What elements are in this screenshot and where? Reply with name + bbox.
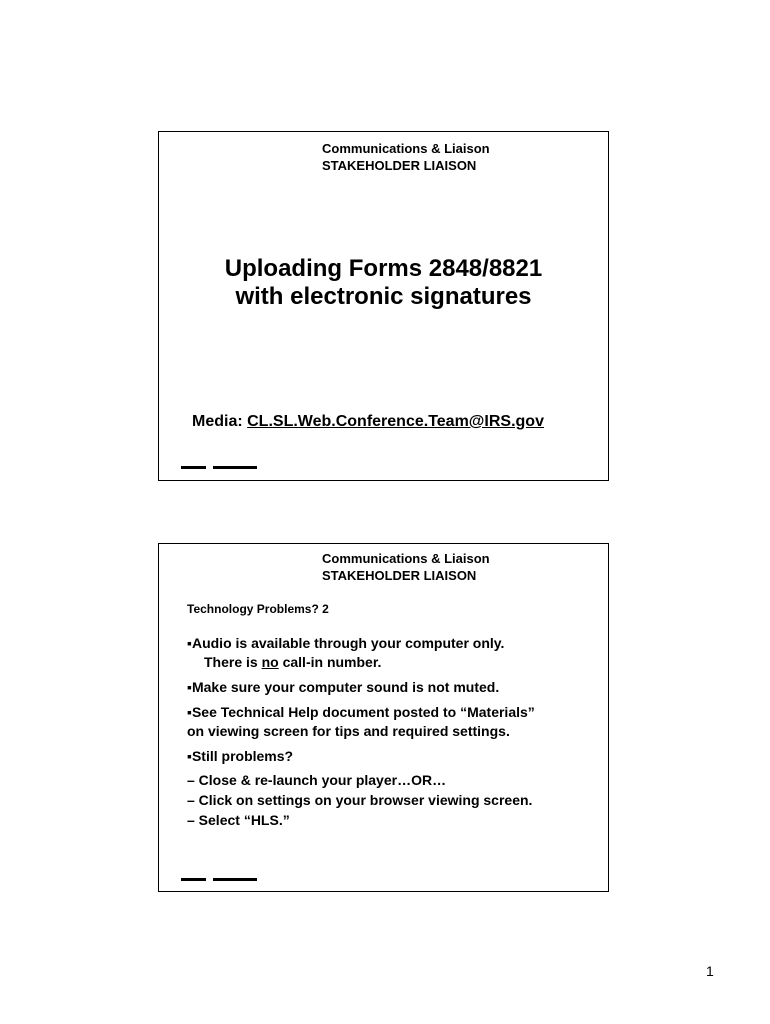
slide-2-bullets: [187, 634, 607, 830]
media-contact: [192, 412, 544, 432]
slide-1-title: [159, 255, 608, 311]
dash-item-relaunch: – Close & re-launch your player…OR…: [187, 772, 447, 788]
logo-bars: [181, 466, 257, 469]
text-segment: call-in number.: [278, 654, 382, 670]
logo-bar-short: [181, 466, 206, 469]
bullet-sound: ▪Make sure your computer sound is not muted.: [187, 679, 500, 695]
bullet-audio: [187, 634, 607, 672]
bullet-still-problems: ▪Still problems?: [187, 748, 294, 764]
dash-item-settings: – Click on settings on your browser viewing screen.: [187, 792, 533, 808]
slide-2: [158, 543, 609, 892]
dash-list: [187, 770, 607, 830]
header-line-2: STAKEHOLDER LIAISON: [322, 568, 477, 583]
slide-1: [158, 131, 609, 481]
underlined-no: no: [261, 654, 279, 670]
text-segment: There is: [204, 654, 262, 670]
header-line-1: Communications & Liaison: [322, 551, 490, 566]
bullet-technical-help-line-2: on viewing screen for tips and required settings.: [187, 723, 510, 739]
page-number: 1: [706, 963, 714, 979]
logo-bars: [181, 878, 257, 881]
slide-2-header: [322, 550, 490, 584]
slide-2-subtitle: Technology Problems? 2: [187, 602, 329, 616]
bullet-audio-line-1: ▪Audio is available through your computer only.: [187, 635, 505, 651]
media-email-link[interactable]: CL.SL.Web.Conference.Team@IRS.gov: [247, 413, 544, 430]
media-label: Media:: [192, 413, 248, 430]
slide-1-header: [322, 140, 490, 174]
header-line-1: Communications & Liaison: [322, 141, 490, 156]
header-line-2: STAKEHOLDER LIAISON: [322, 158, 477, 173]
title-line-2: with electronic signatures: [235, 283, 532, 310]
bullet-audio-line-2: [187, 653, 607, 672]
logo-bar-long: [213, 878, 257, 881]
bullet-technical-help: [187, 703, 607, 741]
bullet-technical-help-line-1: ▪See Technical Help document posted to “Materials”: [187, 704, 535, 720]
logo-bar-short: [181, 878, 206, 881]
dash-item-hls: – Select “HLS.”: [187, 812, 290, 828]
logo-bar-long: [213, 466, 257, 469]
title-line-1: Uploading Forms 2848/8821: [224, 255, 543, 282]
